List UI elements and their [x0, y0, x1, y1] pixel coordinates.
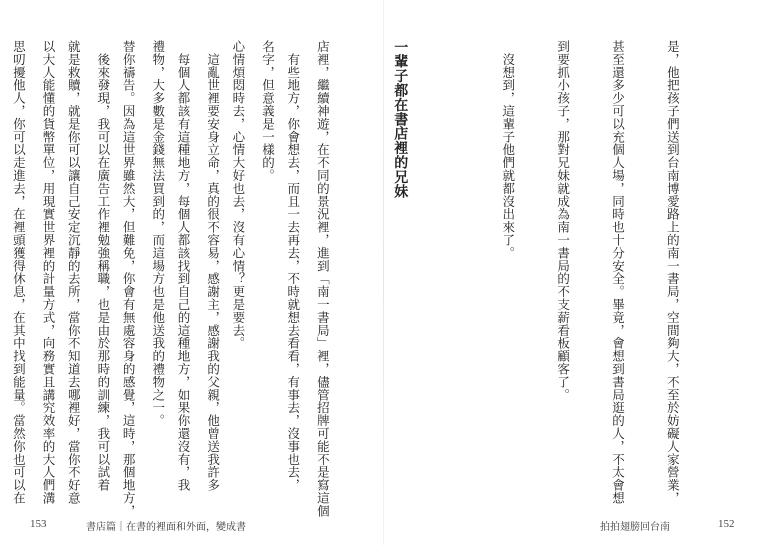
left-col-5: 後來發現，我可以在廣告工作裡勉強稱職，也是由於那時的訓練，我可以試着 [95, 40, 111, 492]
left-col-4: 禮物，大多數是金錢無法買到的，而這場方也是他送我的禮物之一。 [150, 40, 166, 427]
right-col-12: 就是救贖，就是你可以讓自己安定沉靜的去所，當你不知道去哪裡好，當你不好意 [66, 40, 82, 505]
right-page-number: 152 [718, 518, 735, 530]
right-col-8: 有些地方，你會想去，而且一去再去，不時就想去看看，有事去，沒事也去， [285, 40, 301, 492]
right-col-9: 心情煩悶時去，心情大好也去，沒有心情？更是要去。 [230, 40, 246, 350]
left-col-3: 這亂世裡要安身立命，真的很不容易，感謝主，感謝我的父親，他曾送我許多 [205, 40, 221, 492]
right-col-4: 沒想到，這輩子他們就都沒出來了。 [500, 40, 516, 260]
left-col-1: 店裡，繼續神遊，在不同的景況裡，進到「南一書局」裡，儘管招牌可能不是寫這個 [315, 40, 331, 518]
section-heading: 一輩子都在書店裡的兄妹 [392, 40, 409, 199]
right-col-3: 到要抓小孩子，那對兄妹就成為南一書局的不支薪看板顧客了。 [555, 40, 571, 402]
right-col-2: 甚至還多少可以充個人場，同時也十分安全。畢竟，會想到書局逛的人，不太會想 [610, 40, 626, 505]
left-col-2: 名字，但意義是一樣的。 [260, 40, 276, 182]
left-col-6: 以大人能懂的貨幣單位，用現實世界裡的計量方式，向務實且講究效率的大人們溝 [40, 40, 56, 505]
section-spacer [446, 40, 462, 41]
right-col-1: 是，他把孩子們送到台南博愛路上的南一書局，空間夠大，不至於妨礙人家營業， [665, 40, 681, 505]
right-col-10: 每個人都該有這種地方，每個人都該找到自己的這種地方，如果你還沒有，我 [175, 40, 191, 492]
left-page-number: 153 [30, 518, 47, 530]
right-col-11: 替你禱告。因為這世界雖然大，但難免，你會有無處容身的感覺，這時，那個地方， [121, 40, 137, 518]
left-running-footer: 書店篇｜在書的裡面和外面，變成書 [86, 522, 246, 533]
right-running-footer: 拍拍翅膀回台南 [600, 522, 670, 533]
section-spacer [338, 40, 354, 41]
right-col-13: 思叨擾他人，你可以走進去，在裡頭獲得休息，在其中找到能量。當然你也可以在 [11, 40, 27, 505]
